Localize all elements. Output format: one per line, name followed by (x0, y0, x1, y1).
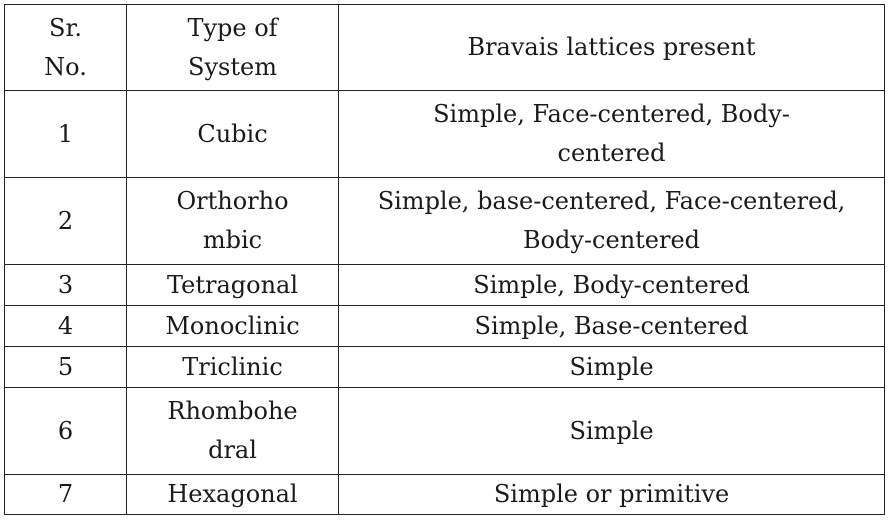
lattices-cell: Simple, Face-centered, Body-centered (339, 91, 885, 178)
sr-no-cell: 5 (5, 347, 127, 388)
type-cell: Rhombohedral (127, 388, 339, 475)
sr-no-cell: 3 (5, 265, 127, 306)
table-row (5, 388, 885, 475)
type-cell: Hexagonal (127, 475, 339, 515)
type-cell: Triclinic (127, 347, 339, 388)
sr-no-cell: 4 (5, 306, 127, 347)
lattices-cell: Simple, base-centered, Face-centered, Body-centered (339, 178, 885, 265)
sr-no-cell: 2 (5, 178, 127, 265)
table-row (5, 306, 885, 347)
header-type-of-system: Type of System (127, 5, 339, 91)
header-bravais-lattices: Bravais lattices present (339, 5, 885, 91)
crystal-systems-table (4, 4, 885, 515)
type-cell: Orthorhombic (127, 178, 339, 265)
header-sr-no: Sr. No. (5, 5, 127, 91)
lattices-cell: Simple, Base-centered (339, 306, 885, 347)
sr-no-cell: 6 (5, 388, 127, 475)
table-row (5, 475, 885, 515)
table-row (5, 265, 885, 306)
lattices-cell: Simple or primitive (339, 475, 885, 515)
table-row (5, 91, 885, 178)
crystal-systems-table-container (4, 4, 884, 515)
header-row (5, 5, 885, 91)
type-cell: Tetragonal (127, 265, 339, 306)
table-row (5, 347, 885, 388)
sr-no-cell: 1 (5, 91, 127, 178)
type-cell: Cubic (127, 91, 339, 178)
lattices-cell: Simple (339, 388, 885, 475)
lattices-cell: Simple (339, 347, 885, 388)
table-row (5, 178, 885, 265)
sr-no-cell: 7 (5, 475, 127, 515)
type-cell: Monoclinic (127, 306, 339, 347)
lattices-cell: Simple, Body-centered (339, 265, 885, 306)
